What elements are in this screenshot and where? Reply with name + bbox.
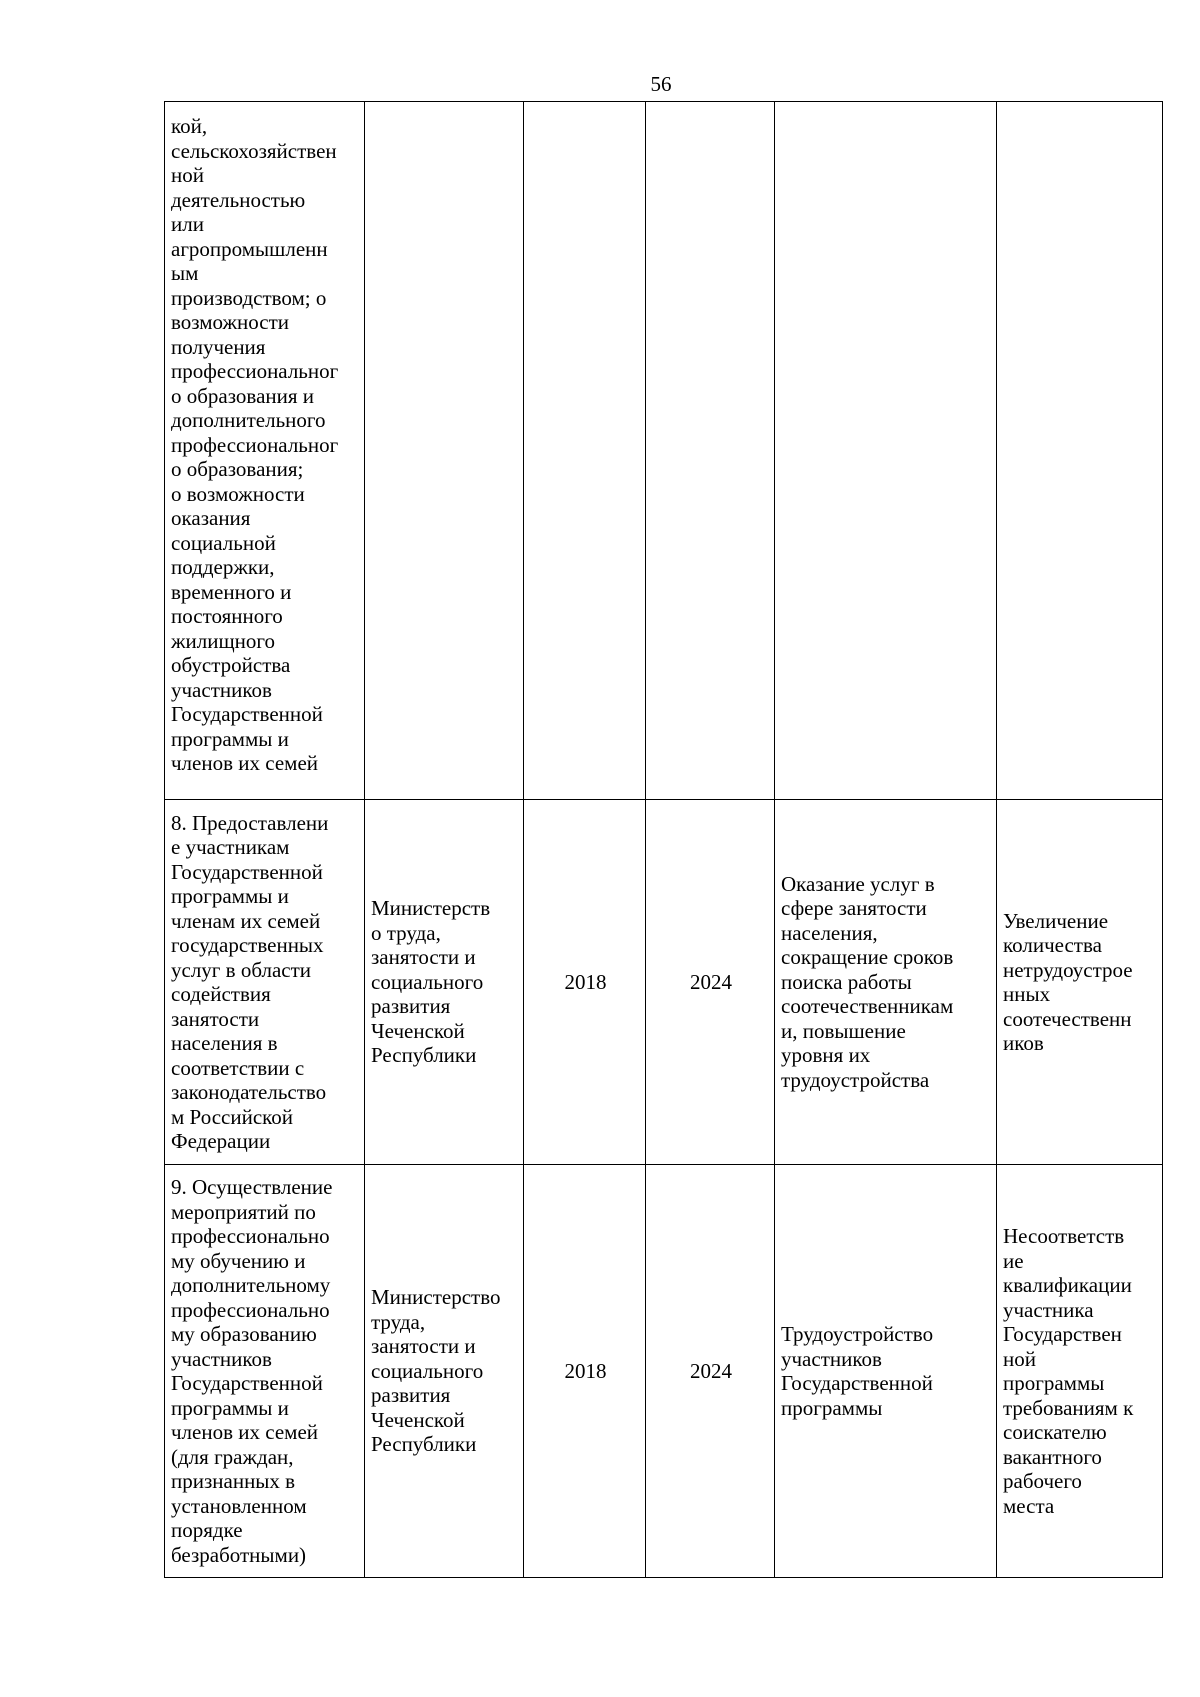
- result-cell: [775, 102, 997, 800]
- executor-cell: [365, 102, 524, 800]
- table-row: [165, 800, 1163, 1165]
- result-cell: [775, 800, 997, 1165]
- risk-text: Увеличение количества нетрудоустрое нных соотечественн иков: [1003, 908, 1133, 1055]
- start-year-cell: 2018: [524, 800, 646, 1165]
- event-text: 9. Осуществление мероприятий по профессионально му обучению и дополнительному профессионально му образованию участников Государственной программы и членов их семей (для граждан, признанных в установленном порядке безработными): [171, 1175, 333, 1567]
- risk-cell: [997, 1165, 1163, 1578]
- table-row: [165, 102, 1163, 800]
- event-cell: [165, 102, 365, 800]
- executor-text: Министерство труда, занятости и социального развития Чеченской Республики: [371, 1285, 501, 1457]
- table-row: [165, 1165, 1163, 1578]
- result-text: Трудоустройство участников Государственной программы: [781, 1322, 934, 1420]
- result-text: Оказание услуг в сфере занятости населения, сокращение сроков поиска работы соотечественникам и, повышение уровня их трудоустройства: [781, 871, 954, 1092]
- risk-cell: [997, 800, 1163, 1165]
- event-text: 8. Предоставлени е участникам Государственной программы и членам их семей государственных услуг в области содействия занятости населения в соответствии с законодательство м Российской Федерации: [171, 810, 329, 1153]
- program-activities-table: [164, 101, 1163, 1578]
- event-text: кой, сельскохозяйствен ной деятельностью или агропромышленн ым производством; о возможности получения профессиональног о образования и дополнительного профессиональног о образования; о возможности оказания социальной поддержки, временного и постоянного жилищного обустройства участников Государственной программы и членов их семей: [171, 114, 339, 775]
- event-cell: [165, 800, 365, 1165]
- end-year-cell: [646, 102, 775, 800]
- start-year-cell: 2018: [524, 1165, 646, 1578]
- executor-cell: [365, 1165, 524, 1578]
- end-year-cell: 2024: [646, 1165, 775, 1578]
- risk-cell: [997, 102, 1163, 800]
- risk-text: Несоответств ие квалификации участника Государствен ной программы требованиям к соискателю вакантного рабочего места: [1003, 1224, 1134, 1518]
- start-year-cell: [524, 102, 646, 800]
- executor-text: Министерств о труда, занятости и социального развития Чеченской Республики: [371, 896, 491, 1068]
- result-cell: [775, 1165, 997, 1578]
- event-cell: [165, 1165, 365, 1578]
- end-year-cell: 2024: [646, 800, 775, 1165]
- page-number: 56: [650, 72, 672, 96]
- executor-cell: [365, 800, 524, 1165]
